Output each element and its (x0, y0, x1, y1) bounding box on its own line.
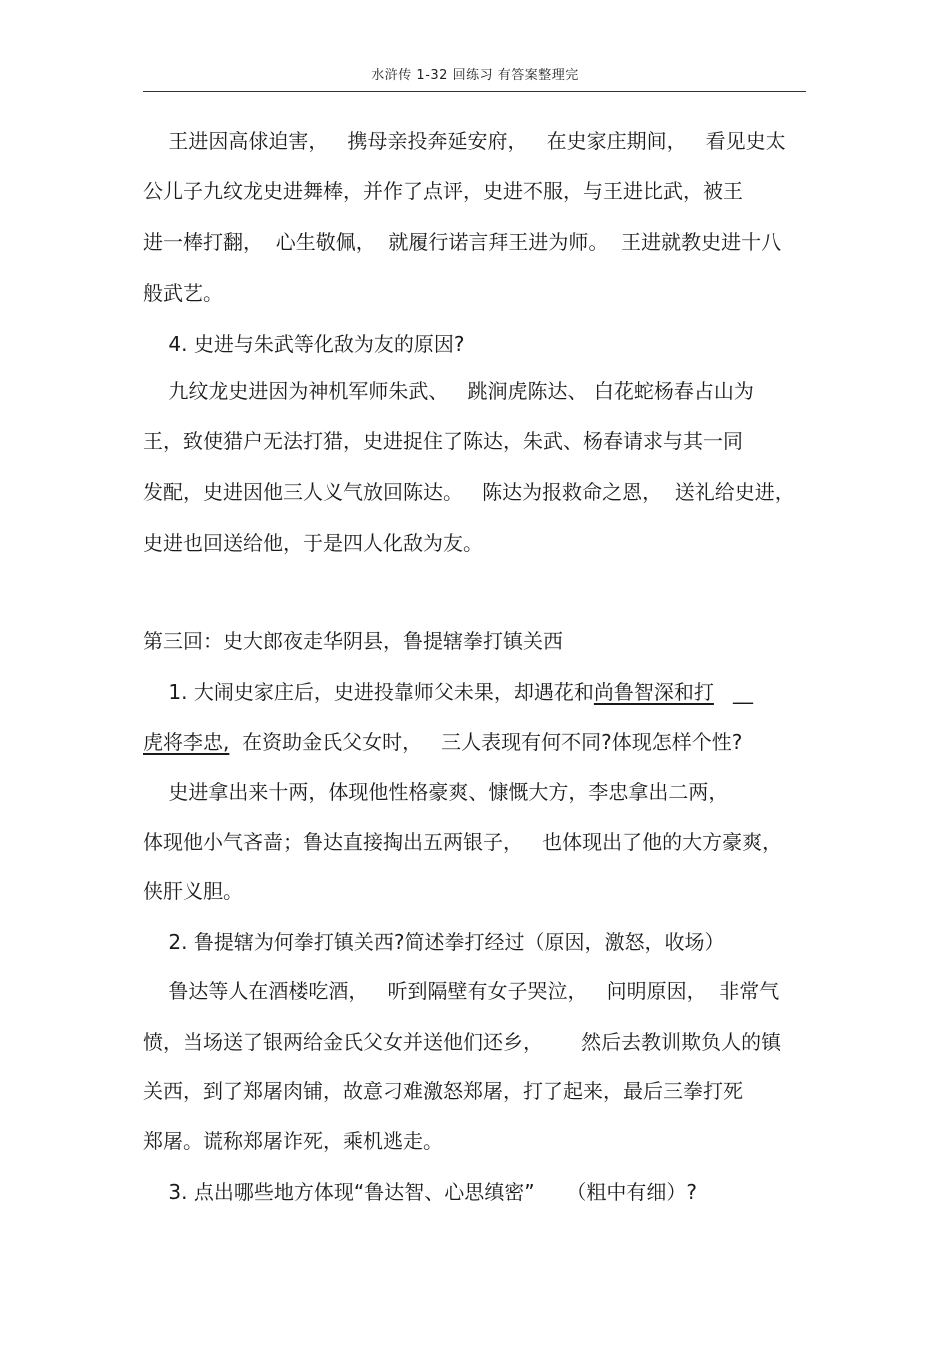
question-4: 4. 史进与朱武等化敌为友的原因? (143, 332, 465, 356)
text-line: 郑屠。谎称郑屠诈死，乘机逃走。 (143, 1129, 443, 1153)
text-line: 鲁达等人在酒楼吃酒， 听到隔壁有女子哭泣， 问明原因， 非常气 (143, 979, 780, 1003)
text-line: 发配，史进因他三人义气放回陈达。 陈达为报救命之恩， 送礼给史进， (143, 480, 795, 504)
text-line: 史进也回送给他，于是四人化敌为友。 (143, 531, 483, 555)
text-line: 公儿子九纹龙史进舞棒，并作了点评，史进不服，与王进比武，被王 (143, 179, 743, 203)
text-line: 史进拿出来十两，体现他性格豪爽、慷慨大方，李忠拿出二两， (143, 780, 729, 804)
text-line: 体现他小气吝啬；鲁达直接掏出五两银子， 也体现出了他的大方豪爽， (143, 830, 783, 854)
question-1-line2 (143, 729, 742, 755)
text-line: 九纹龙史进因为神机军师朱武、 跳涧虎陈达、 白花蛇杨春占山为 (143, 379, 754, 403)
text-line: 侠肝义胆。 (143, 879, 243, 903)
page-header: 水浒传 1-32 回练习 有答案整理完 (371, 68, 579, 83)
q1-underline-1: 尚鲁智深和打 (593, 680, 714, 704)
q1-tail: __ (713, 680, 753, 704)
q1-prefix: 1. 大闹史家庄后，史进投靠师父未果，却遇花和 (143, 680, 594, 704)
question-1-line1 (143, 679, 753, 705)
q1-underline-2: 虎将李忠, (143, 730, 230, 754)
q1-rest: 在资助金氏父女时， 三人表现有何不同?体现怎样个性? (229, 730, 743, 754)
chapter-title: 第三回：史大郎夜走华阴县，鲁提辖拳打镇关西 (143, 629, 563, 653)
text-line: 愤，当场送了银两给金氏父女并送他们还乡， 然后去教训欺负人的镇 (143, 1030, 782, 1054)
text-line: 王，致使猎户无法打猎，史进捉住了陈达，朱武、杨春请求与其一同 (143, 429, 743, 453)
text-line: 进一棒打翻， 心生敬佩， 就履行诺言拜王进为师。 王进就教史进十八 (143, 230, 782, 254)
header-divider (143, 91, 806, 92)
text-line: 般武艺。 (143, 281, 223, 305)
text-line: 关西，到了郑屠肉铺，故意刁难激怒郑屠，打了起来，最后三拳打死 (143, 1079, 743, 1103)
question-3: 3. 点出哪些地方体现“鲁达智、心思缜密” （粗中有细）? (143, 1180, 697, 1204)
text-line: 王进因高俅迫害， 携母亲投奔延安府， 在史家庄期间， 看见史太 (143, 129, 786, 153)
question-2: 2. 鲁提辖为何拳打镇关西?简述拳打经过（原因，激怒，收场） (143, 930, 725, 954)
